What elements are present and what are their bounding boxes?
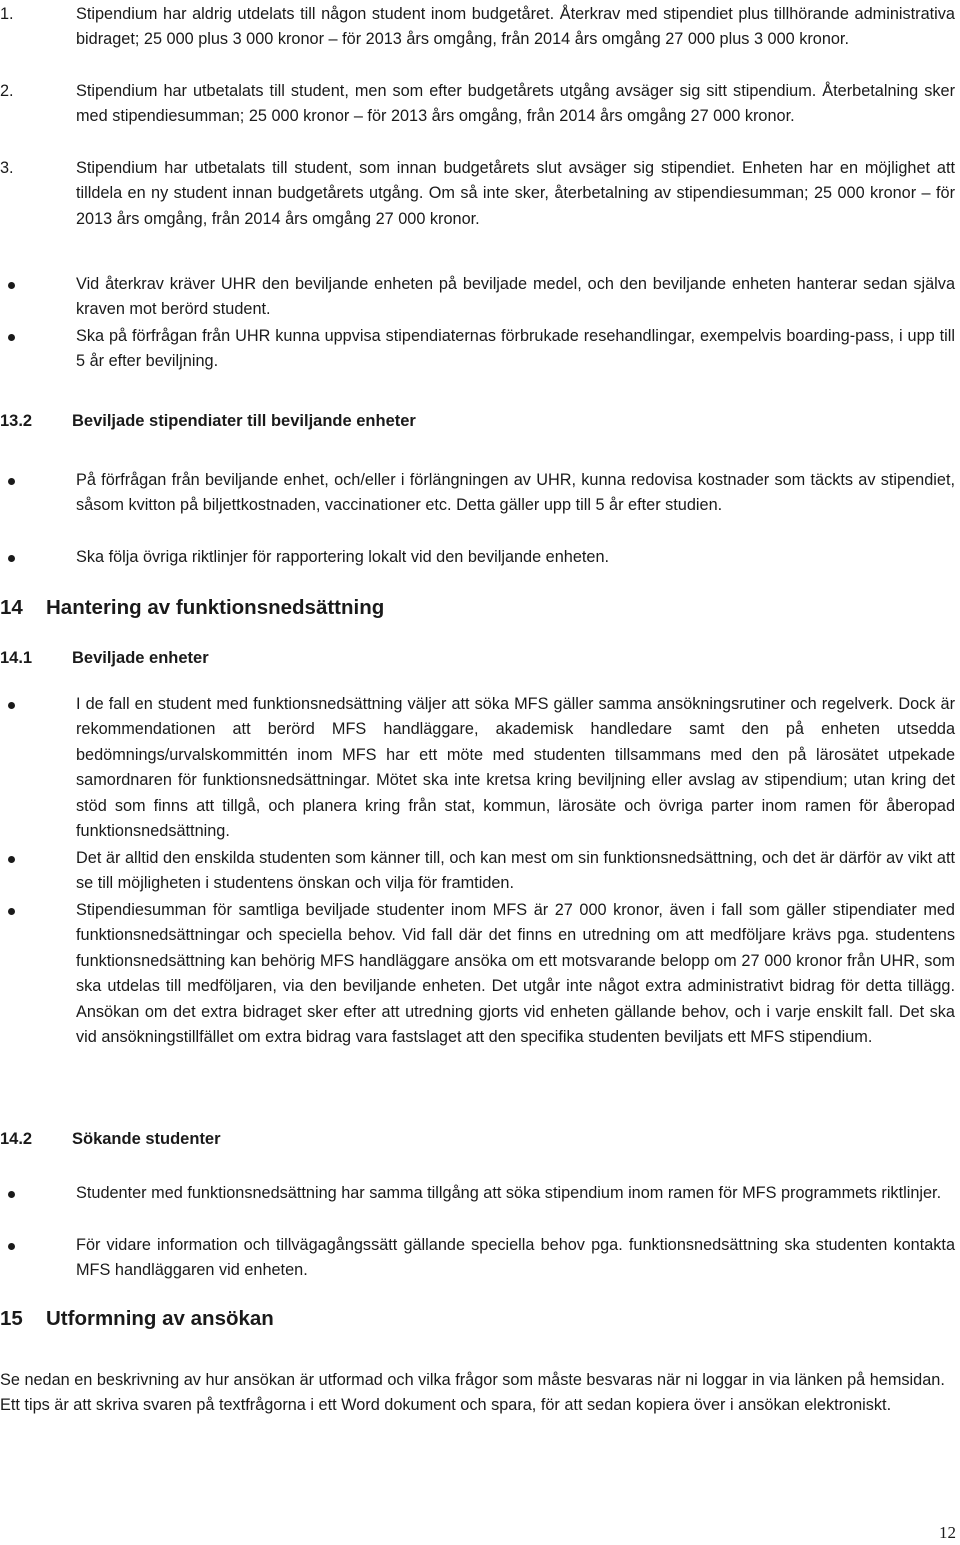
heading-number: 13.2 [0,412,33,430]
section-heading-13-2 [0,409,416,434]
body-paragraph: Se nedan en beskrivning av hur ansökan är utformad och vilka frågor som måste besvaras när ni loggar in via länken på hemsidan. Ett tips är att skriva svaren på textfrågorna i ett Word dokument och spara, för att sedan kopiera över i ansökan elektroniskt. [0,1371,945,1415]
bullet-icon [8,282,15,289]
heading-title: Hantering av funktionsnedsättning [46,596,385,619]
section-heading-14 [0,595,384,620]
list-text: Stipendium har aldrig utdelats till någon student inom budgetåret. Återkrav med stipendiet plus tillhörande administrativa bidraget; 25 000 plus 3 000 kronor – för 2013 års omgång, från 2014 års omgång 27 000 plus 3 000 kronor. [76,5,955,49]
list-item-3 [0,156,960,232]
bullet-icon [8,856,15,863]
list-text: Det är alltid den enskilda studenten som känner till, och kan mest om sin funktionsnedsättning, och det är därför av vikt att se till möjligheten i studentens önskan och vilja för framtiden. [76,849,955,893]
list-text: Stipendiesumman för samtliga beviljade studenter inom MFS är 27 000 kronor, även i fall som gäller stipendiater med funktionsnedsättningar och speciella behov. Vid fall där det finns en utredning om att medföljare krävs pga. studentens funktionsnedsättning kan behörig MFS handläggare ansöka om ett motsvarande belopp om 27 000 kronor från UHR, som ska utdelas till medföljaren, via den beviljande enheten. Det utgår inte något extra administrativt bidrag för detta tillägg. Ansökan om det extra bidraget sker efter att utredning gjorts vid enheten gällande behov, och i varje enskilt fall. Det ska vid ansökningstillfället om extra bidrag vara fastslaget att den specifika studenten beviljats ett MFS stipendium. [76,901,955,1047]
heading-number: 14.1 [0,649,33,667]
list-text: Studenter med funktionsnedsättning har samma tillgång att söka stipendium inom ramen för MFS programmets riktlinjer. [76,1184,942,1202]
list-text: För vidare information och tillvägagångssätt gällande speciella behov pga. funktionsnedsättning ska studenten kontakta MFS handläggaren vid enheten. [76,1236,955,1280]
list-item-1 [0,2,960,79]
list-text: Ska följa övriga riktlinjer för rapportering lokalt vid den beviljande enheten. [76,548,610,566]
bullet-icon [8,555,15,562]
list-item [0,1181,960,1233]
list-item [0,545,960,570]
bullet-icon [8,478,15,485]
list-item [0,846,960,898]
heading-number: 14.2 [0,1130,33,1148]
list-item [0,324,960,375]
bullet-icon [8,1243,15,1250]
bullet-list-applicants [0,1181,960,1284]
list-number: 2. [0,82,14,100]
bullet-list-units [0,692,960,1050]
bullet-list-recovery [0,272,960,375]
list-item [0,692,960,846]
list-item [0,1233,960,1284]
list-item [0,898,960,1050]
list-text: Stipendium har utbetalats till student, som innan budgetårets slut avsäger sig stipendiet. Enheten har en möjlighet att tilldela en ny student innan budgetårets utgång. Om så inte sker, återbetalning av stipendiesumman; 25 000 kronor – för 2013 års omgång, från 2014 års omgång 27 000 kronor. [76,159,955,228]
heading-title: Beviljade enheter [72,649,209,667]
page-number: 12 [939,1523,956,1542]
bullet-icon [8,334,15,341]
list-item-2 [0,79,960,156]
list-text: I de fall en student med funktionsnedsättning väljer att söka MFS gäller samma ansökningsrutiner och regelverk. Dock är rekommendationen att berörd MFS handläggare, akademisk handledare samt den på enheten utsedda bedömnings/urvalskommittén inom MFS har ett möte med studenten tillsammans med den på lärosätet utpekade samordnaren för funktionsnedsättningar. Mötet ska inte kretsa kring beviljning eller avslag av stipendium; utan kring det stöd som finns att tillgå, och planera kring från stat, kommun, lärosäte och övriga parter inom ramen för åberopad funktionsnedsättning. [76,695,955,841]
numbered-list [0,2,960,232]
bullet-icon [8,702,15,709]
heading-title: Utformning av ansökan [46,1307,274,1330]
list-text: Vid återkrav kräver UHR den beviljande enheten på beviljade medel, och den beviljande enheten hanterar sedan själva kraven mot berörd student. [76,275,955,319]
bullet-icon [8,908,15,915]
bullet-list-grantees [0,468,960,570]
list-text: På förfrågan från beviljande enhet, och/eller i förlängningen av UHR, kunna redovisa kostnader som täckts av stipendiet, såsom kvitton på biljettkostnaden, vaccinationer etc. Detta gäller upp till 5 år efter studien. [76,471,955,515]
list-item [0,468,960,545]
section-heading-15 [0,1306,274,1331]
heading-number: 14 [0,596,23,619]
list-item [0,272,960,324]
heading-number: 15 [0,1307,23,1330]
section-heading-14-2 [0,1127,221,1152]
heading-title: Beviljade stipendiater till beviljande enheter [72,412,416,430]
bullet-icon [8,1191,15,1198]
list-number: 3. [0,159,14,177]
list-number: 1. [0,5,14,23]
heading-title: Sökande studenter [72,1130,221,1148]
list-text: Stipendium har utbetalats till student, men som efter budgetårets utgång avsäger sig sitt stipendium. Återbetalning sker med stipendiesumman; 25 000 kronor – för 2013 års omgång, från 2014 års omgång 27 000 kronor. [76,82,955,126]
section-heading-14-1 [0,646,209,671]
list-text: Ska på förfrågan från UHR kunna uppvisa stipendiaternas förbrukade resehandlingar, exempelvis boarding-pass, i upp till 5 år efter beviljning. [76,327,955,371]
